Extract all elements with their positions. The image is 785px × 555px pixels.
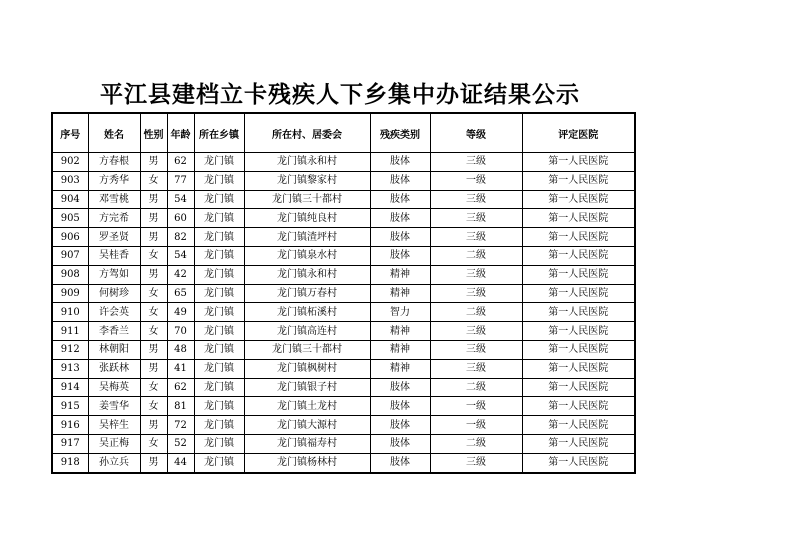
cell-age: 62 (167, 378, 194, 397)
cell-age: 52 (167, 434, 194, 453)
cell-disability-type: 精神 (370, 265, 430, 284)
cell-grade: 二级 (430, 378, 522, 397)
col-header-village: 所在村、居委会 (244, 113, 370, 153)
cell-grade: 三级 (430, 265, 522, 284)
cell-index: 915 (52, 397, 88, 416)
cell-hospital: 第一人民医院 (522, 153, 635, 172)
cell-gender: 女 (140, 434, 167, 453)
cell-township: 龙门镇 (194, 303, 244, 322)
col-header-hospital: 评定医院 (522, 113, 635, 153)
cell-gender: 女 (140, 303, 167, 322)
cell-index: 904 (52, 190, 88, 209)
cell-name: 吴桂香 (88, 246, 140, 265)
cell-index: 911 (52, 322, 88, 341)
cell-name: 方驾如 (88, 265, 140, 284)
cell-grade: 一级 (430, 416, 522, 435)
cell-index: 918 (52, 453, 88, 472)
cell-village: 龙门镇福寿村 (244, 434, 370, 453)
cell-hospital: 第一人民医院 (522, 171, 635, 190)
cell-index: 906 (52, 228, 88, 247)
cell-village: 龙门镇杨林村 (244, 453, 370, 472)
cell-village: 龙门镇银子村 (244, 378, 370, 397)
cell-disability-type: 肢体 (370, 453, 430, 472)
cell-gender: 男 (140, 190, 167, 209)
cell-gender: 男 (140, 416, 167, 435)
results-table (51, 112, 636, 474)
table-row (52, 434, 635, 453)
table-row (52, 378, 635, 397)
cell-hospital: 第一人民医院 (522, 190, 635, 209)
cell-disability-type: 肢体 (370, 246, 430, 265)
header-row (52, 113, 635, 153)
cell-village: 龙门镇万春村 (244, 284, 370, 303)
cell-disability-type: 肢体 (370, 228, 430, 247)
cell-village: 龙门镇永和村 (244, 153, 370, 172)
cell-disability-type: 肢体 (370, 209, 430, 228)
cell-age: 72 (167, 416, 194, 435)
cell-township: 龙门镇 (194, 434, 244, 453)
cell-age: 77 (167, 171, 194, 190)
page-title: 平江县建档立卡残疾人下乡集中办证结果公示 (100, 82, 580, 108)
cell-grade: 三级 (430, 228, 522, 247)
cell-township: 龙门镇 (194, 246, 244, 265)
cell-name: 许会英 (88, 303, 140, 322)
table-row (52, 453, 635, 472)
table-row (52, 340, 635, 359)
cell-grade: 三级 (430, 359, 522, 378)
cell-gender: 男 (140, 340, 167, 359)
cell-index: 907 (52, 246, 88, 265)
cell-township: 龙门镇 (194, 453, 244, 472)
cell-village: 龙门镇柘溪村 (244, 303, 370, 322)
cell-name: 姜雪华 (88, 397, 140, 416)
cell-age: 81 (167, 397, 194, 416)
cell-hospital: 第一人民医院 (522, 303, 635, 322)
cell-grade: 一级 (430, 397, 522, 416)
cell-hospital: 第一人民医院 (522, 359, 635, 378)
cell-name: 罗圣贤 (88, 228, 140, 247)
cell-village: 龙门镇土龙村 (244, 397, 370, 416)
cell-gender: 男 (140, 228, 167, 247)
cell-village: 龙门镇枫树村 (244, 359, 370, 378)
cell-hospital: 第一人民医院 (522, 416, 635, 435)
cell-hospital: 第一人民医院 (522, 397, 635, 416)
cell-township: 龙门镇 (194, 378, 244, 397)
cell-hospital: 第一人民医院 (522, 209, 635, 228)
cell-grade: 二级 (430, 434, 522, 453)
table-row (52, 153, 635, 172)
cell-township: 龙门镇 (194, 416, 244, 435)
cell-index: 910 (52, 303, 88, 322)
cell-grade: 三级 (430, 209, 522, 228)
cell-name: 吴梅英 (88, 378, 140, 397)
table-row (52, 246, 635, 265)
cell-disability-type: 肢体 (370, 190, 430, 209)
cell-township: 龙门镇 (194, 284, 244, 303)
cell-hospital: 第一人民医院 (522, 378, 635, 397)
cell-name: 吴梓生 (88, 416, 140, 435)
table-row (52, 228, 635, 247)
cell-gender: 女 (140, 397, 167, 416)
cell-gender: 女 (140, 171, 167, 190)
cell-index: 917 (52, 434, 88, 453)
cell-index: 913 (52, 359, 88, 378)
cell-age: 42 (167, 265, 194, 284)
cell-name: 邓雪桃 (88, 190, 140, 209)
cell-disability-type: 精神 (370, 359, 430, 378)
cell-name: 方完希 (88, 209, 140, 228)
col-header-township: 所在乡镇 (194, 113, 244, 153)
cell-township: 龙门镇 (194, 153, 244, 172)
cell-village: 龙门镇纯良村 (244, 209, 370, 228)
table-row (52, 416, 635, 435)
cell-disability-type: 肢体 (370, 397, 430, 416)
cell-village: 龙门镇黎家村 (244, 171, 370, 190)
cell-name: 李香兰 (88, 322, 140, 341)
col-header-index: 序号 (52, 113, 88, 153)
cell-gender: 男 (140, 265, 167, 284)
cell-hospital: 第一人民医院 (522, 453, 635, 472)
cell-age: 54 (167, 246, 194, 265)
cell-index: 903 (52, 171, 88, 190)
cell-index: 908 (52, 265, 88, 284)
cell-gender: 男 (140, 153, 167, 172)
cell-disability-type: 智力 (370, 303, 430, 322)
cell-disability-type: 肢体 (370, 434, 430, 453)
cell-gender: 女 (140, 378, 167, 397)
cell-hospital: 第一人民医院 (522, 434, 635, 453)
cell-village: 龙门镇高连村 (244, 322, 370, 341)
cell-age: 41 (167, 359, 194, 378)
cell-age: 49 (167, 303, 194, 322)
cell-village: 龙门镇永和村 (244, 265, 370, 284)
table-row (52, 265, 635, 284)
cell-age: 65 (167, 284, 194, 303)
table-row (52, 209, 635, 228)
table-row (52, 303, 635, 322)
cell-index: 914 (52, 378, 88, 397)
cell-hospital: 第一人民医院 (522, 246, 635, 265)
cell-index: 905 (52, 209, 88, 228)
cell-name: 林朝阳 (88, 340, 140, 359)
table-row (52, 190, 635, 209)
cell-township: 龙门镇 (194, 209, 244, 228)
cell-hospital: 第一人民医院 (522, 265, 635, 284)
cell-disability-type: 肢体 (370, 378, 430, 397)
cell-disability-type: 肢体 (370, 416, 430, 435)
cell-name: 方春根 (88, 153, 140, 172)
cell-gender: 男 (140, 453, 167, 472)
cell-gender: 女 (140, 322, 167, 341)
cell-township: 龙门镇 (194, 190, 244, 209)
cell-age: 44 (167, 453, 194, 472)
cell-grade: 三级 (430, 322, 522, 341)
table-row (52, 322, 635, 341)
cell-index: 902 (52, 153, 88, 172)
cell-township: 龙门镇 (194, 322, 244, 341)
table-row (52, 359, 635, 378)
cell-gender: 女 (140, 284, 167, 303)
cell-index: 916 (52, 416, 88, 435)
col-header-disability-type: 残疾类别 (370, 113, 430, 153)
cell-grade: 三级 (430, 190, 522, 209)
cell-gender: 女 (140, 246, 167, 265)
cell-grade: 一级 (430, 171, 522, 190)
cell-gender: 男 (140, 209, 167, 228)
cell-hospital: 第一人民医院 (522, 322, 635, 341)
cell-name: 方秀华 (88, 171, 140, 190)
table-row (52, 397, 635, 416)
cell-age: 54 (167, 190, 194, 209)
cell-age: 62 (167, 153, 194, 172)
cell-disability-type: 精神 (370, 322, 430, 341)
cell-hospital: 第一人民医院 (522, 228, 635, 247)
cell-disability-type: 精神 (370, 284, 430, 303)
cell-township: 龙门镇 (194, 340, 244, 359)
cell-township: 龙门镇 (194, 359, 244, 378)
cell-name: 孙立兵 (88, 453, 140, 472)
cell-village: 龙门镇三十都村 (244, 190, 370, 209)
cell-age: 82 (167, 228, 194, 247)
cell-grade: 二级 (430, 303, 522, 322)
cell-village: 龙门镇泉水村 (244, 246, 370, 265)
cell-grade: 三级 (430, 453, 522, 472)
cell-township: 龙门镇 (194, 397, 244, 416)
cell-gender: 男 (140, 359, 167, 378)
table-row (52, 171, 635, 190)
cell-age: 48 (167, 340, 194, 359)
cell-grade: 三级 (430, 340, 522, 359)
cell-disability-type: 精神 (370, 340, 430, 359)
col-header-age: 年龄 (167, 113, 194, 153)
cell-index: 912 (52, 340, 88, 359)
cell-township: 龙门镇 (194, 228, 244, 247)
cell-village: 龙门镇大源村 (244, 416, 370, 435)
cell-age: 60 (167, 209, 194, 228)
cell-name: 吴正梅 (88, 434, 140, 453)
cell-hospital: 第一人民医院 (522, 284, 635, 303)
cell-index: 909 (52, 284, 88, 303)
cell-grade: 三级 (430, 284, 522, 303)
cell-age: 70 (167, 322, 194, 341)
cell-village: 龙门镇渣坪村 (244, 228, 370, 247)
cell-disability-type: 肢体 (370, 153, 430, 172)
cell-township: 龙门镇 (194, 265, 244, 284)
col-header-grade: 等级 (430, 113, 522, 153)
table-body (52, 153, 635, 473)
cell-name: 何树珍 (88, 284, 140, 303)
table-row (52, 284, 635, 303)
cell-village: 龙门镇三十都村 (244, 340, 370, 359)
cell-disability-type: 肢体 (370, 171, 430, 190)
cell-hospital: 第一人民医院 (522, 340, 635, 359)
cell-grade: 二级 (430, 246, 522, 265)
cell-grade: 三级 (430, 153, 522, 172)
cell-name: 张跃林 (88, 359, 140, 378)
cell-township: 龙门镇 (194, 171, 244, 190)
col-header-gender: 性别 (140, 113, 167, 153)
col-header-name: 姓名 (88, 113, 140, 153)
